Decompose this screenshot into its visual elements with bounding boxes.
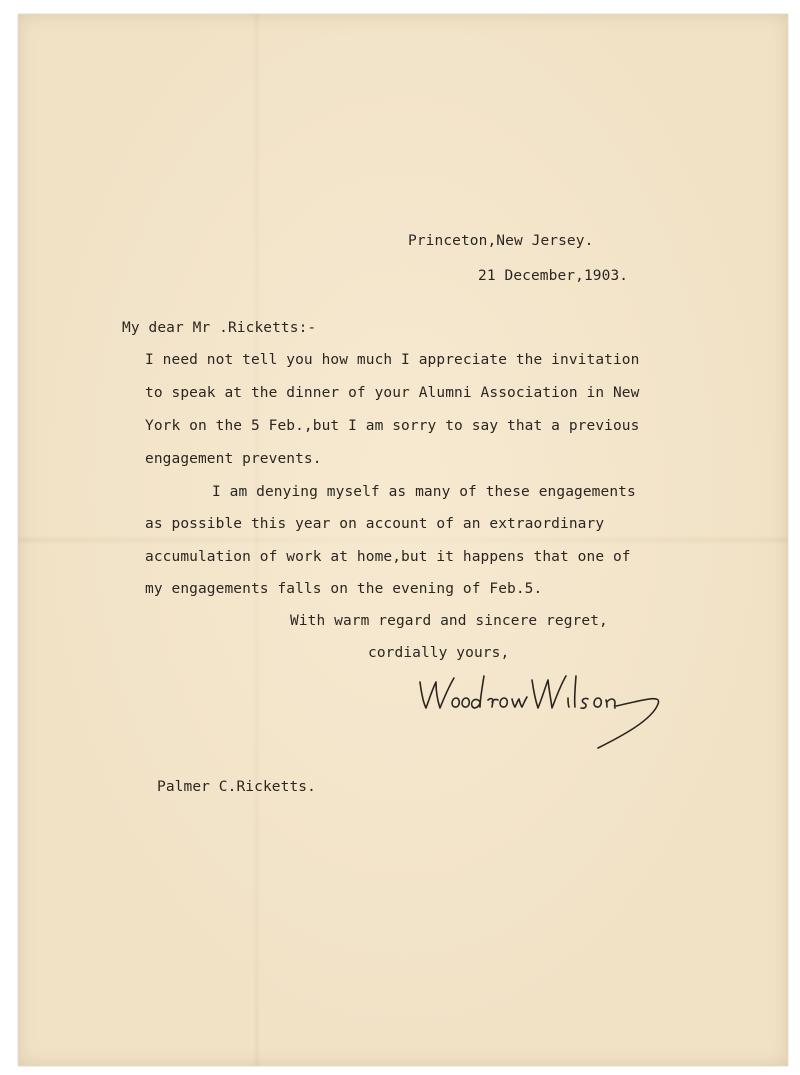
- paragraph1-line3: York on the 5 Feb.,but I am sorry to say that a previous: [145, 418, 640, 434]
- letter-place: Princeton,New Jersey.: [408, 233, 594, 249]
- paragraph1-line2: to speak at the dinner of your Alumni Association in New: [145, 385, 640, 401]
- paragraph1-line1: I need not tell you how much I appreciate the invitation: [145, 352, 640, 368]
- paragraph1-line4: engagement prevents.: [145, 451, 322, 467]
- letter-date: 21 December,1903.: [478, 268, 629, 284]
- letter-paper: [18, 14, 788, 1066]
- paragraph2-line3: accumulation of work at home,but it happens that one of: [145, 549, 631, 565]
- paragraph2-line2: as possible this year on account of an extraordinary: [145, 516, 605, 532]
- closing-line1: With warm regard and sincere regret,: [290, 613, 608, 629]
- signature-woodrow-wilson: [412, 668, 672, 752]
- letter-salutation: My dear Mr .Ricketts:-: [122, 320, 317, 336]
- letter-recipient: Palmer C.Ricketts.: [157, 779, 316, 795]
- closing-line2: cordially yours,: [368, 645, 510, 661]
- paragraph2-line1: I am denying myself as many of these engagements: [212, 484, 636, 500]
- paragraph2-line4: my engagements falls on the evening of Feb.5.: [145, 581, 543, 597]
